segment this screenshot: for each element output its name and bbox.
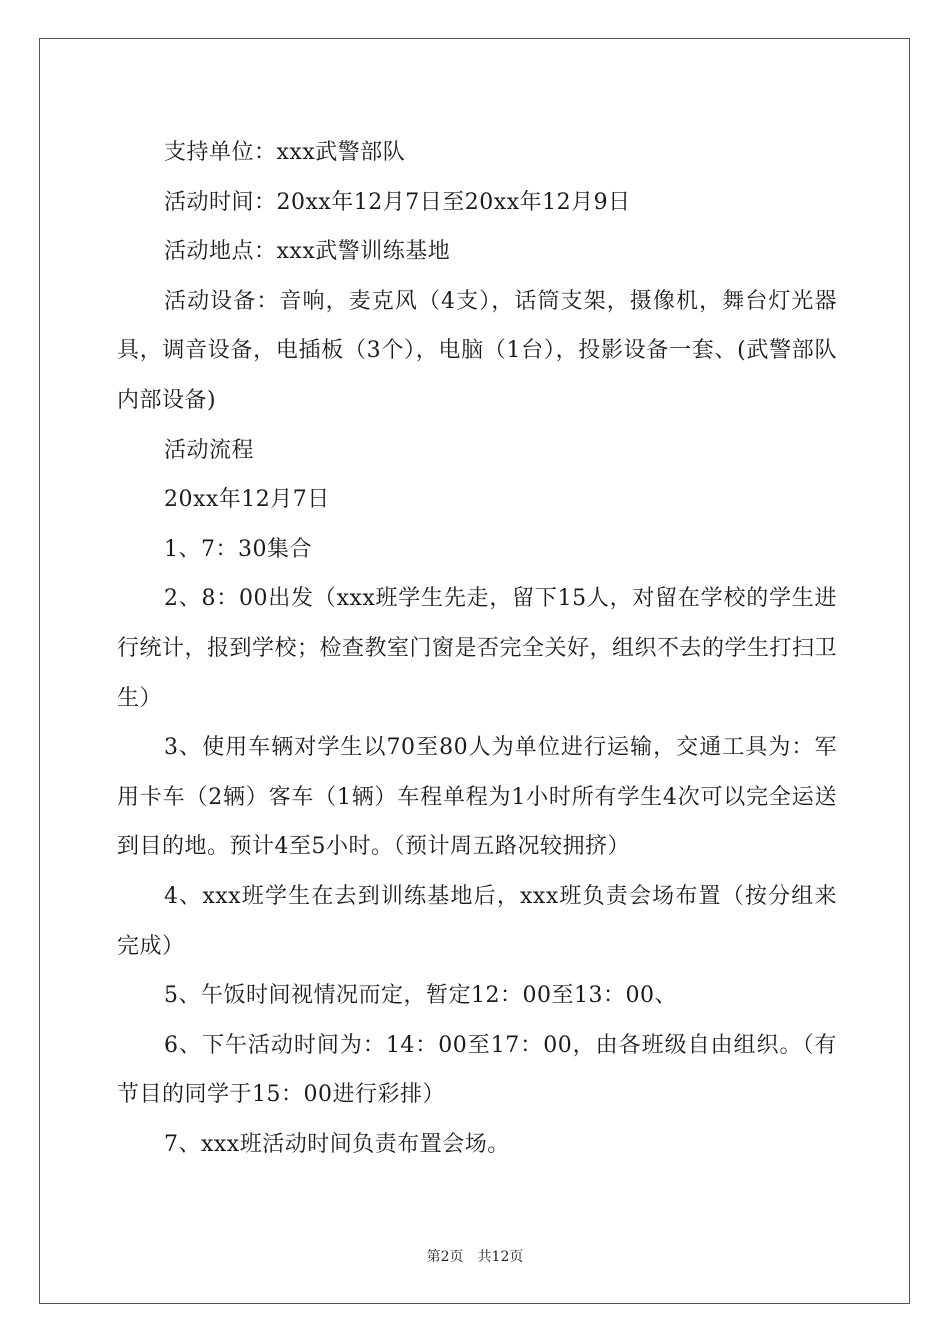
document-body [117,128,837,1169]
paragraph-step-1: 1、7：30集合 [164,536,312,562]
paragraph-step-3: 3、使用车辆对学生以70至80人为单位进行运输，交通工具为：军用卡车（2辆）客车（1辆）车程单程为1小时所有学生4次可以完全运送到目的地。预计4至5小时。（预计周五路况较拥挤） [117,735,837,860]
paragraph-support-unit: 支持单位：xxx武警部队 [164,140,406,165]
paragraph-activity-location: 活动地点：xxx武警训练基地 [164,239,451,265]
paragraph-step-7: 7、xxx班活动时间负责布置会场。 [164,1131,510,1157]
paragraph-step-2: 2、8：00出发（xxx班学生先走，留下15人，对留在学校的学生进行统计，报到学校；检查教室门窗是否完全关好，组织不去的学生打扫卫生） [117,586,838,711]
paragraph-step-4: 4、xxx班学生在去到训练基地后，xxx班负责会场布置（按分组来完成） [117,883,837,959]
paragraph-date: 20xx年12月7日 [164,487,330,513]
paragraph-activity-equipment: 活动设备：音响，麦克风（4支），话筒支架，摄像机，舞台灯光器具，调音设备，电插板（3个），电脑（1台），投影设备一套、(武警部队内部设备) [117,288,837,413]
paragraph-step-5: 5、午饭时间视情况而定，暂定12：00至13：00、 [164,983,677,1009]
paragraph-activity-process-heading: 活动流程 [164,437,255,463]
paragraph-step-6: 6、下午活动时间为：14：00至17：00，由各班级自由组织。（有节目的同学于15：00进行彩排） [117,1032,837,1108]
paragraph-activity-time: 活动时间：20xx年12月7日至20xx年12月9日 [164,189,631,215]
page-number-footer: 第2页 共12页 [426,1249,524,1265]
